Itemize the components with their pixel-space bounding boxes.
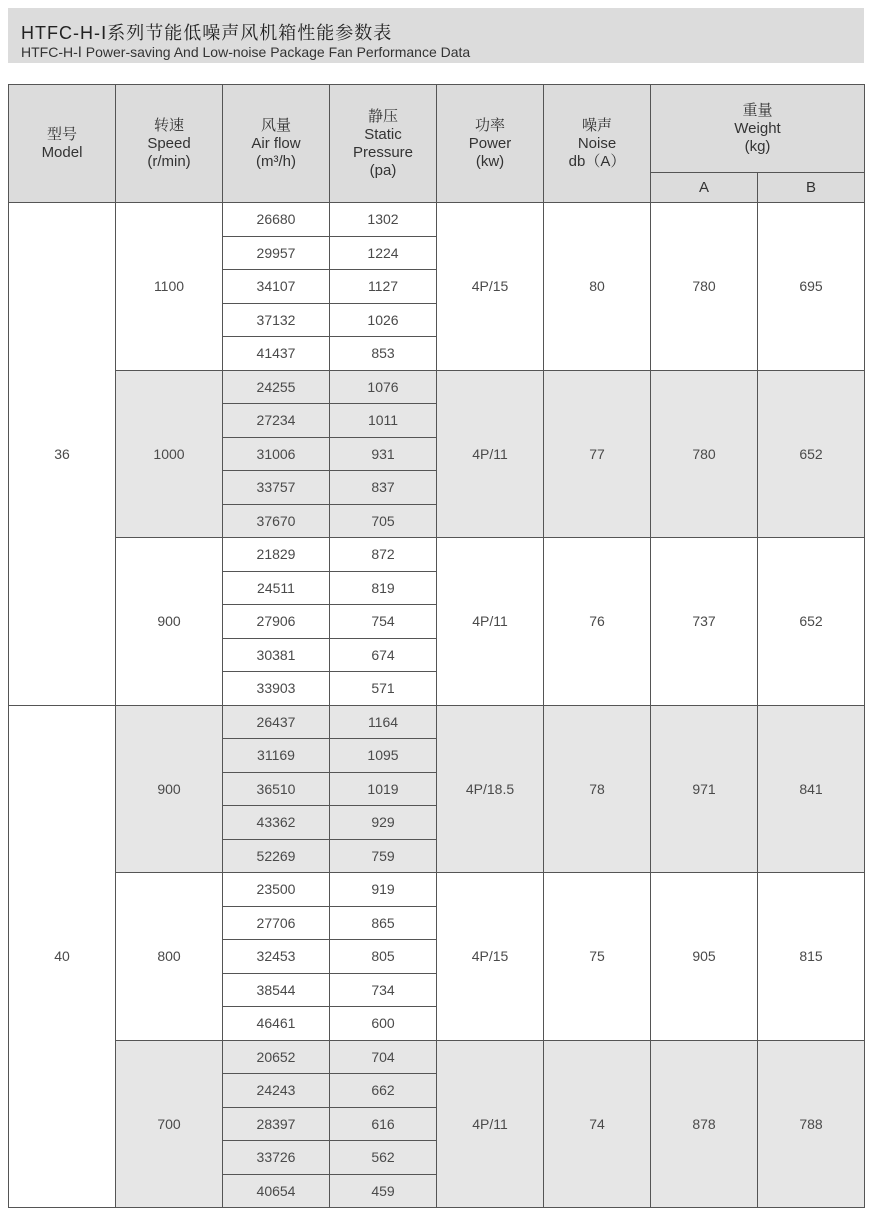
noise-cell: 74 bbox=[544, 1040, 651, 1208]
airflow-cell: 27906 bbox=[223, 605, 330, 639]
airflow-cell: 37670 bbox=[223, 504, 330, 538]
airflow-cell: 38544 bbox=[223, 973, 330, 1007]
speed-cell: 800 bbox=[116, 873, 223, 1041]
airflow-cell: 20652 bbox=[223, 1040, 330, 1074]
airflow-cell: 33757 bbox=[223, 471, 330, 505]
pressure-cell: 872 bbox=[330, 538, 437, 572]
pressure-cell: 571 bbox=[330, 672, 437, 706]
power-cell: 4P/15 bbox=[437, 873, 544, 1041]
pressure-cell: 853 bbox=[330, 337, 437, 371]
pressure-cell: 600 bbox=[330, 1007, 437, 1041]
header-power: 功率 Power (kw) bbox=[437, 85, 544, 203]
airflow-cell: 27234 bbox=[223, 404, 330, 438]
pressure-cell: 1302 bbox=[330, 203, 437, 237]
airflow-cell: 24255 bbox=[223, 370, 330, 404]
pressure-cell: 1011 bbox=[330, 404, 437, 438]
header-model: 型号 Model bbox=[9, 85, 116, 203]
airflow-cell: 40654 bbox=[223, 1174, 330, 1208]
airflow-cell: 26680 bbox=[223, 203, 330, 237]
pressure-cell: 929 bbox=[330, 806, 437, 840]
power-cell: 4P/18.5 bbox=[437, 705, 544, 873]
airflow-cell: 24243 bbox=[223, 1074, 330, 1108]
speed-cell: 1000 bbox=[116, 370, 223, 538]
header-speed: 转速 Speed (r/min) bbox=[116, 85, 223, 203]
pressure-cell: 705 bbox=[330, 504, 437, 538]
header-pressure: 静压 Static Pressure (pa) bbox=[330, 85, 437, 203]
table-row bbox=[9, 203, 865, 237]
speed-cell: 700 bbox=[116, 1040, 223, 1208]
pressure-cell: 759 bbox=[330, 839, 437, 873]
airflow-cell: 26437 bbox=[223, 705, 330, 739]
airflow-cell: 43362 bbox=[223, 806, 330, 840]
weight-b-cell: 652 bbox=[758, 370, 865, 538]
table-row bbox=[9, 370, 865, 404]
table-body bbox=[9, 203, 865, 1208]
pressure-cell: 1164 bbox=[330, 705, 437, 739]
airflow-cell: 21829 bbox=[223, 538, 330, 572]
table-row bbox=[9, 1040, 865, 1074]
weight-a-cell: 905 bbox=[651, 873, 758, 1041]
airflow-cell: 23500 bbox=[223, 873, 330, 907]
pressure-cell: 1127 bbox=[330, 270, 437, 304]
pressure-cell: 754 bbox=[330, 605, 437, 639]
speed-cell: 1100 bbox=[116, 203, 223, 371]
pressure-cell: 1076 bbox=[330, 370, 437, 404]
noise-cell: 80 bbox=[544, 203, 651, 371]
airflow-cell: 32453 bbox=[223, 940, 330, 974]
pressure-cell: 819 bbox=[330, 571, 437, 605]
noise-cell: 75 bbox=[544, 873, 651, 1041]
weight-b-cell: 695 bbox=[758, 203, 865, 371]
pressure-cell: 704 bbox=[330, 1040, 437, 1074]
power-cell: 4P/11 bbox=[437, 370, 544, 538]
pressure-cell: 674 bbox=[330, 638, 437, 672]
noise-cell: 77 bbox=[544, 370, 651, 538]
pressure-cell: 1026 bbox=[330, 303, 437, 337]
airflow-cell: 28397 bbox=[223, 1107, 330, 1141]
pressure-cell: 459 bbox=[330, 1174, 437, 1208]
table-row bbox=[9, 873, 865, 907]
airflow-cell: 46461 bbox=[223, 1007, 330, 1041]
airflow-cell: 41437 bbox=[223, 337, 330, 371]
airflow-cell: 30381 bbox=[223, 638, 330, 672]
weight-a-cell: 780 bbox=[651, 203, 758, 371]
weight-a-cell: 737 bbox=[651, 538, 758, 706]
performance-table bbox=[8, 84, 865, 1208]
page-title: HTFC-H-Ⅰ系列节能低噪声风机箱性能参数表 bbox=[21, 23, 393, 43]
airflow-cell: 31006 bbox=[223, 437, 330, 471]
airflow-cell: 52269 bbox=[223, 839, 330, 873]
header-noise: 噪声 Noise db（A） bbox=[544, 85, 651, 203]
weight-a-cell: 971 bbox=[651, 705, 758, 873]
weight-b-cell: 815 bbox=[758, 873, 865, 1041]
table-header bbox=[9, 85, 865, 203]
weight-b-cell: 788 bbox=[758, 1040, 865, 1208]
pressure-cell: 562 bbox=[330, 1141, 437, 1175]
noise-cell: 76 bbox=[544, 538, 651, 706]
weight-a-cell: 780 bbox=[651, 370, 758, 538]
pressure-cell: 837 bbox=[330, 471, 437, 505]
airflow-cell: 33903 bbox=[223, 672, 330, 706]
model-cell: 36 bbox=[9, 203, 116, 706]
table-row bbox=[9, 705, 865, 739]
pressure-cell: 616 bbox=[330, 1107, 437, 1141]
weight-a-cell: 878 bbox=[651, 1040, 758, 1208]
pressure-cell: 805 bbox=[330, 940, 437, 974]
header-weight-b: B bbox=[758, 173, 865, 203]
header-airflow: 风量 Air flow (m³/h) bbox=[223, 85, 330, 203]
page-subtitle: HTFC-H-Ⅰ Power-saving And Low-noise Package Fan Performance Data bbox=[21, 44, 471, 60]
power-cell: 4P/11 bbox=[437, 1040, 544, 1208]
pressure-cell: 1095 bbox=[330, 739, 437, 773]
header-weight: 重量 Weight (kg) bbox=[651, 85, 865, 173]
title-band bbox=[8, 8, 864, 63]
airflow-cell: 31169 bbox=[223, 739, 330, 773]
table-row bbox=[9, 538, 865, 572]
pressure-cell: 1019 bbox=[330, 772, 437, 806]
weight-b-cell: 652 bbox=[758, 538, 865, 706]
airflow-cell: 27706 bbox=[223, 906, 330, 940]
speed-cell: 900 bbox=[116, 705, 223, 873]
airflow-cell: 29957 bbox=[223, 236, 330, 270]
airflow-cell: 33726 bbox=[223, 1141, 330, 1175]
weight-b-cell: 841 bbox=[758, 705, 865, 873]
model-cell: 40 bbox=[9, 705, 116, 1208]
power-cell: 4P/11 bbox=[437, 538, 544, 706]
speed-cell: 900 bbox=[116, 538, 223, 706]
airflow-cell: 24511 bbox=[223, 571, 330, 605]
pressure-cell: 931 bbox=[330, 437, 437, 471]
pressure-cell: 734 bbox=[330, 973, 437, 1007]
power-cell: 4P/15 bbox=[437, 203, 544, 371]
pressure-cell: 865 bbox=[330, 906, 437, 940]
airflow-cell: 37132 bbox=[223, 303, 330, 337]
header-weight-a: A bbox=[651, 173, 758, 203]
airflow-cell: 34107 bbox=[223, 270, 330, 304]
noise-cell: 78 bbox=[544, 705, 651, 873]
pressure-cell: 919 bbox=[330, 873, 437, 907]
pressure-cell: 1224 bbox=[330, 236, 437, 270]
airflow-cell: 36510 bbox=[223, 772, 330, 806]
pressure-cell: 662 bbox=[330, 1074, 437, 1108]
